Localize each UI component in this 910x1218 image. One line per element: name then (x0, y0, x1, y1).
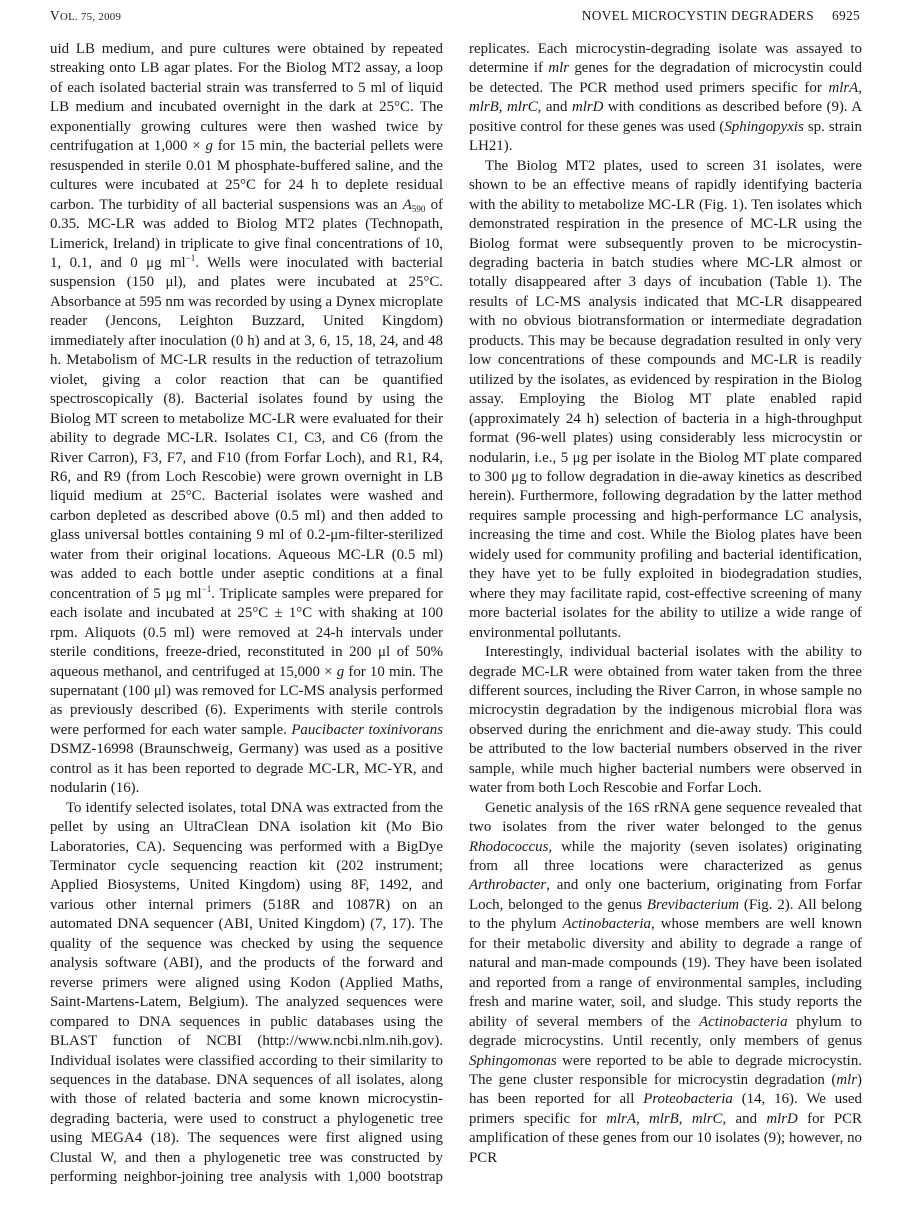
running-head (582, 8, 860, 24)
running-title: NOVEL MICROCYSTIN DEGRADERS (581, 8, 815, 23)
methods-biolog-paragraph: uid LB medium, and pure cultures were obtained by repeated streaking onto LB agar plates. For the Biolog MT2 assay, a loop of each isolated bacterial strain was transferred to 5 ml of liquid LB medium and incubated overnight in the dark at 25°C. The exponentially growing cultures were then washed twice by centrifugation at 1,000 × g for 15 min, the bacterial pellets were resuspended in sterile 0.01 M phosphate-buffered saline, and the cultures were incubated at 25°C for 24 h to deplete residual carbon. The turbidity of all bacterial suspensions was an $A_{590}$ of 0.35. MC-LR was added to Biolog MT2 plates (Technopath, Limerick, Ireland) in triplicate to give final concentrations of 10, 1, 0.1, and 0 μg $ml^{-1}$. Wells were inoculated with bacterial suspension (150 μl), and plates were incubated at 25°C. Absorbance at 595 nm was recorded by using a Dynex microplate reader (Jencons, Leighton Buzzard, United Kingdom) immediately after inoculation (0 h) and at 3, 6, 15, 18, 24, and 48 h. Metabolism of MC-LR results in the reduction of tetrazolium violet, giving a color reaction that can be quantified spectroscopically (8). Bacterial isolates found by using the Biolog MT screen to metabolize MC-LR were evaluated for their ability to degrade MC-LR. Isolates C1, C3, and C6 (from the River Carron), F3, F7, and F10 (from Forfar Loch), and R1, R4, R6, and R9 (from Loch Rescobie) were grown overnight in LB liquid medium at 25°C. Bacterial isolates were washed and carbon depleted as described above (0.5 ml) and then added to glass universal bottles containing 9 ml of 0.2-μm-filter-sterilized water from their original locations. Aqueous MC-LR (0.5 ml) was added to each bottle under aseptic conditions at a final concentration of 5 μg $ml^{-1}$. Triplicate samples were prepared for each isolate and incubated at 25°C ± 1°C with shaking at 100 rpm. Aliquots (0.5 ml) were removed at 24-h intervals under sterile conditions, freeze-dried, reconstituted in 200 μl of 50% aqueous methanol, and centrifuged at 15,000 × g for 10 min. The supernatant (100 μl) was removed for LC-MS analysis performed as previously described (6). Experiments with sterile controls were performed for each water sample. Paucibacter toxinivorans DSMZ-16998 (Braunschweig, Germany) was used as a positive control as it has been reported to degrade MC-LR, MC-YR, and nodularin (16). (50, 41, 443, 797)
genetic-analysis-paragraph: Genetic analysis of the 16S rRNA gene sequence revealed that two isolates from the river water belonged to the genus Rhodococcus, while the majority (seven isolates) originating from all three locations were characterized as genus Arthrobacter, and only one bacterium, originating from Forfar Loch, belonged to the genus Brevibacterium (Fig. 2). All belong to the phylum Actinobacteria, whose members are well known for their metabolic diversity and ability to degrade a range of natural and man-made compounds (19). They have been isolated and reported from a range of environmental samples, including fresh and marine water, soil, and sludge. This study reports the ability of several members of the Actinobacteria phylum to degrade microcystins. Until recently, only members of genus Sphingomonas were reported to be able to degrade microcystin. The gene cluster responsible for microcystin degradation (mlr) has been reported for all Proteobacteria (14, 16). We used primers specific for mlrA, mlrB, mlrC, and mlrD for PCR amplification of these genes from our 10 isolates (9); however, no PCR (469, 799, 863, 1166)
methods-sequencing-paragraph: To identify selected isolates, total DNA was extracted from the pellet by using an UltraClean DNA isolation kit (Mo Bio Laboratories, CA). Sequencing was performed with a BigDye Terminator cycle sequencing reaction kit (202 instrument; Applied Biosystems, United Kingdom) using 8F, 1492, and various other internal primers (518R and 1087R) on an automated DNA sequencer (ABI, United Kingdom) (7, 17). The quality of the sequence was checked by using the sequence analysis software (ABI), and the products of the forward and reverse primers were aligned using Kodon (Applied Maths, Saint-Martens-Latem, Belgium). The analyzed sequences were compared to DNA sequences in public databases using the BLAST function of NCBI (http://www.ncbi.nlm.nih.gov). Individual isolates were classified according to their similarity to sequences in the database. DNA sequences of all isolates, along with those of related bacteria and some known microcystin-degrading bacteria, were used to construct a phylogenetic tree using MEGA4 (18). The sequences were first aligned using Clustal W, and then a phylogenetic tree was constructed by performing neighbor-joining tree analysis with 1,000 bootstrap (50, 799, 443, 1186)
pcr-paragraph: replicates. Each microcystin-degrading isolate was assayed to determine if mlr genes for the degradation of microcystin could be detected. The PCR method used primers specific for mlrA, mlrB, mlrC, and mlrD with conditions as described before (9). A positive control for these genes was used (Sphingopyxis sp. strain LH21). (469, 41, 863, 155)
right-column (469, 40, 862, 1168)
isolate-sources-paragraph: Interestingly, individual bacterial isolates with the ability to degrade MC-LR were obtained from water taken from the three different sources, including the River Carron, in whose sample no microcystin degradation by the indigenous microbial flora was observed during the enrichment and die-away study. This could be attributed to the low bacterial numbers observed in the river sample, while much higher bacterial numbers were observed in water from both Loch Rescobie and Forfar Loch. (469, 644, 862, 797)
left-column (50, 40, 443, 1188)
page-header (50, 8, 860, 30)
volume-label: VOL. 75, 2009 (50, 8, 122, 23)
page-number: 6925 (832, 8, 860, 23)
biolog-results-paragraph: The Biolog MT2 plates, used to screen 31 isolates, were shown to be an effective means of rapidly identifying bacteria with the ability to metabolize MC-LR (Fig. 1). Ten isolates which demonstrated respiration in the presence of MC-LR using the Biolog format were subsequently proven to be microcystin-degrading bacteria in batch studies where MC-LR almost or totally disappeared after 3 days of incubation (Table 1). The results of LC-MS analysis indicated that MC-LR disappeared with no obvious biotransformation or intermediate degradation products. This may be because degradation resulted in only very low concentrations of these compounds and MC-LR is readily utilized by the isolates, as evidenced by respiration in the Biolog assay. Employing the Biolog MT plate enabled rapid (approximately 24 h) selection of bacteria in a high-throughput format (96-well plates) using considerably less microcystin or nodularin, i.e., 5 μg per isolate in the Biolog MT plate compared to 300 μg to follow degradation in die-away kinetics as described herein). Furthermore, following degradation by the latter method requires sample processing and high-performance LC analysis, increasing the time and cost. While the Biolog plates have been widely used for community profiling and bacterial identification, they have yet to be fully exploited in biodegradation studies, where they may facilitate rapid, cost-effective screening of many more bacterial isolates for the ability to utilize a wide range of environmental pollutants. (469, 157, 862, 641)
